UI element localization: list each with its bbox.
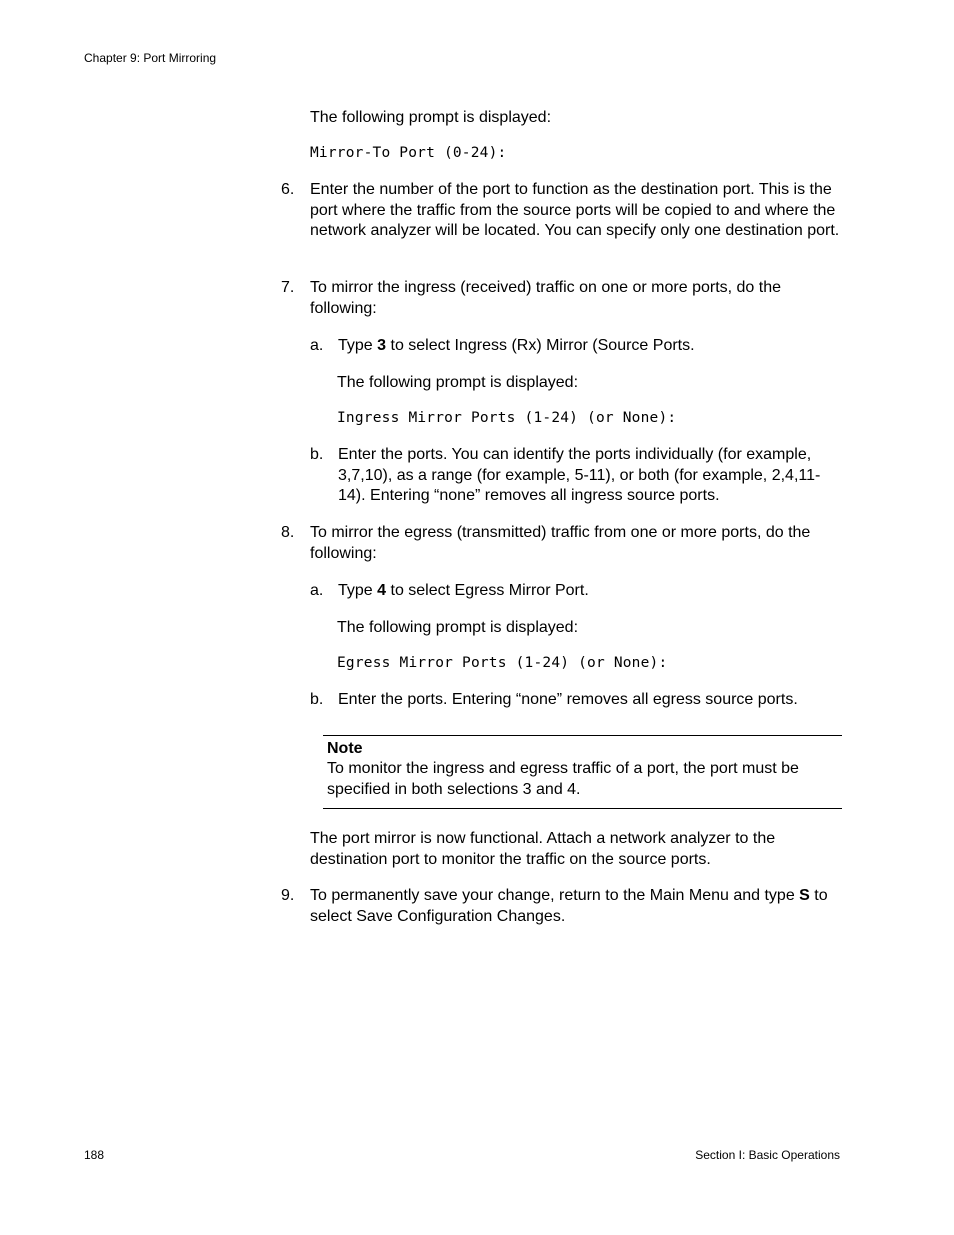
page-number: 188 [84, 1148, 105, 1162]
step-8a-letter: a. [310, 582, 324, 599]
step-8-number: 8. [281, 524, 295, 541]
functional-paragraph: The port mirror is now functional. Attach a network analyzer to the destination port to monitor the traffic on the source ports. [310, 830, 776, 868]
note-bottom-rule [323, 808, 842, 809]
step-9-text: To permanently save your change, return to the Main Menu and type S to select Save Configuration Changes. [310, 887, 828, 925]
step-7-number: 7. [281, 279, 295, 296]
step-7a-prompt-text: The following prompt is displayed: [337, 374, 579, 391]
step-7b-text: Enter the ports. You can identify the ports individually (for example, 3,7,10), as a range (for example, 5-11), or both (for example, 2,4,11-14). Entering “none” removes all ingress source ports. [338, 446, 821, 504]
note-title: Note [327, 740, 363, 757]
prompt-intro-text: The following prompt is displayed: [310, 109, 552, 126]
prompt-code-egress: Egress Mirror Ports (1-24) (or None): [337, 655, 668, 671]
running-header: Chapter 9: Port Mirroring [84, 51, 217, 65]
step-6-text: Enter the number of the port to function as the destination port. This is the port where the traffic from the source ports will be copied to and where the network analyzer will be located. You can specify only one destination port. [310, 181, 840, 239]
note-top-rule [323, 735, 842, 736]
step-7-text: To mirror the ingress (received) traffic on one or more ports, do the following: [310, 279, 782, 317]
running-footer-section: Section I: Basic Operations [695, 1148, 840, 1162]
prompt-code-ingress: Ingress Mirror Ports (1-24) (or None): [337, 410, 677, 426]
step-8a-prompt-text: The following prompt is displayed: [337, 619, 579, 636]
step-7b-letter: b. [310, 446, 324, 463]
step-8b-letter: b. [310, 691, 324, 708]
step-8a-text: Type 4 to select Egress Mirror Port. [338, 582, 589, 599]
note-text: To monitor the ingress and egress traffic of a port, the port must be specified in both selections 3 and 4. [327, 760, 799, 798]
step-8-text: To mirror the egress (transmitted) traffic from one or more ports, do the following: [310, 524, 811, 562]
step-7a-letter: a. [310, 337, 324, 354]
prompt-code-mirror-to: Mirror-To Port (0-24): [310, 145, 507, 161]
step-6-number: 6. [281, 181, 295, 198]
step-9-number: 9. [281, 887, 295, 904]
step-7a-text: Type 3 to select Ingress (Rx) Mirror (Source Ports. [338, 337, 695, 354]
step-8b-text: Enter the ports. Entering “none” removes all egress source ports. [338, 691, 798, 708]
